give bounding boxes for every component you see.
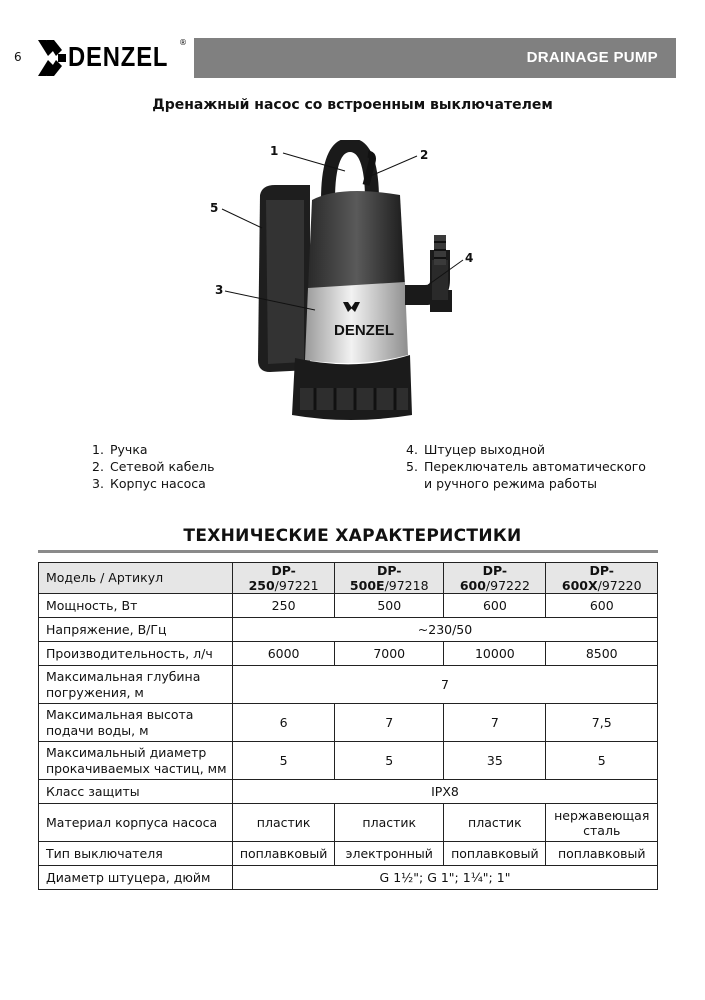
table-cell: 5 (546, 742, 658, 780)
table-cell: 500 (335, 594, 444, 618)
row-label: Тип выключателя (39, 842, 233, 866)
table-cell: 6000 (233, 642, 335, 666)
pump-image (200, 140, 500, 440)
table-cell: поплавковый (546, 842, 658, 866)
table-cell: поплавковый (444, 842, 546, 866)
header-category: DRAINAGE PUMP (526, 49, 658, 66)
row-label: Диаметр штуцера, дюйм (39, 866, 233, 890)
table-cell: IPX8 (233, 780, 658, 804)
legend-item: 5. Переключатель автоматического (406, 459, 646, 474)
callout-4: 4 (465, 251, 474, 265)
row-label: Материал корпуса насоса (39, 804, 233, 842)
model-cell: DP-600/97222 (444, 563, 546, 594)
registered-mark: ® (179, 38, 187, 47)
specs-divider (38, 550, 658, 553)
table-cell: ~230/50 (233, 618, 658, 642)
row-label: Класс защиты (39, 780, 233, 804)
table-row (39, 866, 658, 890)
legend-item: и ручного режима работы (424, 476, 597, 491)
table-cell: 7000 (335, 642, 444, 666)
table-cell: 600 (444, 594, 546, 618)
table-cell: поплавковый (233, 842, 335, 866)
table-row (39, 842, 658, 866)
legend-right (406, 441, 646, 492)
table-cell: 35 (444, 742, 546, 780)
model-cell: DP-500E/97218 (335, 563, 444, 594)
row-label: Производительность, л/ч (39, 642, 233, 666)
table-cell: 5 (233, 742, 335, 780)
legend-left (92, 441, 214, 492)
table-cell: пластик (233, 804, 335, 842)
table-cell: 600 (546, 594, 658, 618)
table-row (39, 704, 658, 742)
legend-item: 2. Сетевой кабель (92, 459, 215, 474)
table-cell: 7 (233, 666, 658, 704)
table-cell: 8500 (546, 642, 658, 666)
header-bar (194, 38, 676, 78)
page-subtitle: Дренажный насос со встроенным выключателем (152, 97, 553, 113)
table-row (39, 563, 658, 594)
callout-3: 3 (215, 283, 224, 297)
callout-1: 1 (270, 144, 279, 158)
legend-item: 1. Ручка (92, 442, 148, 457)
model-cell: DP-600X/97220 (546, 563, 658, 594)
table-row (39, 642, 658, 666)
table-row (39, 594, 658, 618)
row-label: Напряжение, В/Гц (39, 618, 233, 642)
legend-item: 4. Штуцер выходной (406, 442, 546, 457)
table-cell: G 1½"; G 1"; 1¼"; 1" (233, 866, 658, 890)
specs-title: ТЕХНИЧЕСКИЕ ХАРАКТЕРИСТИКИ (183, 526, 522, 546)
table-cell: пластик (335, 804, 444, 842)
legend-item: 3. Корпус насоса (92, 476, 206, 491)
table-cell: 7 (444, 704, 546, 742)
page-number: 6 (14, 50, 22, 64)
callout-5: 5 (210, 201, 219, 215)
table-row (39, 666, 658, 704)
table-cell: 7 (335, 704, 444, 742)
table-cell: пластик (444, 804, 546, 842)
brand-name: DENZEL (68, 41, 169, 72)
table-row (39, 742, 658, 780)
table-cell: 5 (335, 742, 444, 780)
table-cell: электронный (335, 842, 444, 866)
table-row (39, 618, 658, 642)
table-cell: нержавеющая сталь (546, 804, 658, 842)
model-cell: DP-250/97221 (233, 563, 335, 594)
table-cell: 6 (233, 704, 335, 742)
row-label: Мощность, Вт (39, 594, 233, 618)
table-cell: 10000 (444, 642, 546, 666)
table-cell: 7,5 (546, 704, 658, 742)
pump-brand-label: DENZEL (334, 322, 394, 339)
table-cell: 250 (233, 594, 335, 618)
table-row (39, 780, 658, 804)
row-label: Максимальная высота подачи воды, м (39, 704, 233, 742)
specs-table (38, 562, 658, 890)
header-label: Модель / Артикул (39, 563, 233, 594)
row-label: Максимальная глубина погружения, м (39, 666, 233, 704)
table-row (39, 804, 658, 842)
row-label: Максимальный диаметр прокачиваемых частиц, мм (39, 742, 233, 780)
callout-2: 2 (420, 148, 429, 162)
